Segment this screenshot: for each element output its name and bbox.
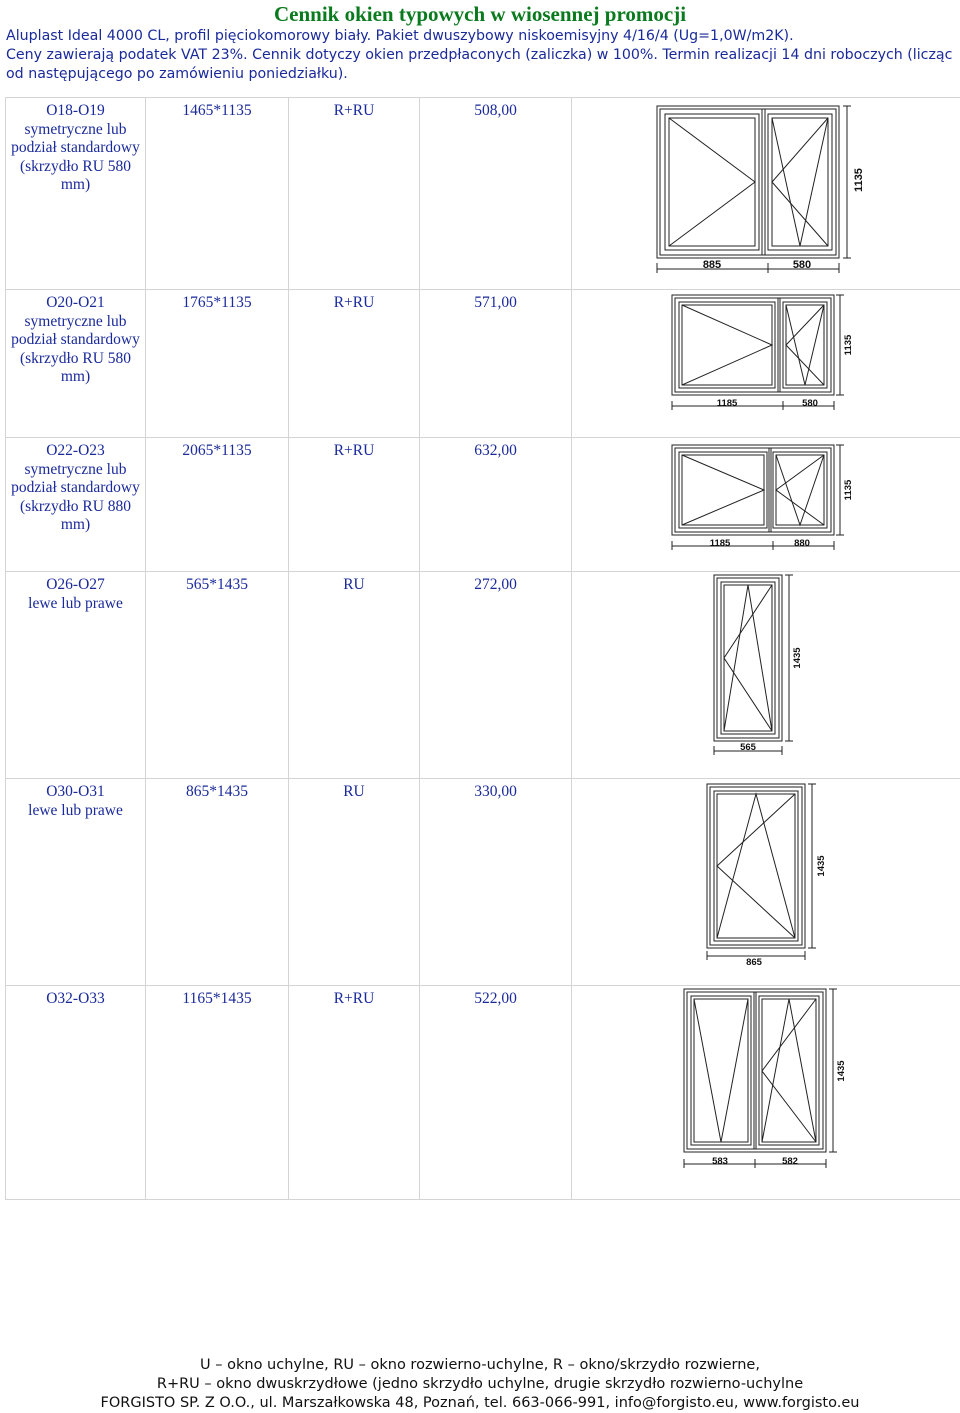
height-label: 1135: [843, 334, 854, 356]
dimensions-cell: 565*1435: [146, 572, 289, 779]
window-drawing-cell: [572, 438, 960, 572]
window-drawing-cell: [572, 572, 960, 779]
intro-text: [6, 27, 956, 84]
dimensions-cell: 1465*1135: [146, 98, 289, 290]
width-label: 583: [712, 1156, 728, 1167]
opening-type-cell: R+RU: [289, 986, 420, 1200]
page-title: Cennik okien typowych w wiosennej promocji: [273, 2, 687, 26]
product-name-cell: O22-O23 symetryczne lub podział standardowy (skrzydło RU 880 mm): [6, 438, 146, 572]
height-label: 1435: [836, 1060, 847, 1082]
width-label: 880: [794, 538, 810, 549]
product-name-cell: O26-O27 lewe lub prawe: [6, 572, 146, 779]
window-drawing: [572, 290, 960, 438]
height-label: 1135: [843, 479, 854, 501]
dimensions-cell: 1765*1135: [146, 290, 289, 438]
dimensions-cell: 2065*1135: [146, 438, 289, 572]
window-drawing: [572, 98, 960, 290]
width-label: 1185: [709, 538, 731, 549]
window-drawing: [572, 779, 960, 986]
intro-line-2: Ceny zawierają podatek VAT 23%. Cennik dotyczy okien przedpłaconych (zaliczka) w 100%. Termin realizacji 14 dni roboczych (licząc: [6, 47, 953, 63]
price-cell: 330,00: [420, 779, 572, 986]
width-label: 582: [782, 1156, 798, 1167]
footer-legend-line-2: R+RU – okno dwuskrzydłowe (jedno skrzydło uchylne, drugie skrzydło rozwierno-uchylne: [156, 1376, 804, 1392]
height-label: 1435: [816, 855, 827, 877]
footer-contact: FORGISTO SP. Z O.O., ul. Marszałkowska 48, Poznań, tel. 663-066-991, info@forgisto.eu, www.forgisto.eu: [100, 1395, 860, 1411]
opening-type-cell: R+RU: [289, 290, 420, 438]
height-label: 1435: [792, 647, 803, 669]
footer-legend-line-1: U – okno uchylne, RU – okno rozwierno-uchylne, R – okno/skrzydło rozwierne,: [200, 1357, 760, 1373]
price-cell: 508,00: [420, 98, 572, 290]
window-drawing-cell: [572, 779, 960, 986]
price-cell: 522,00: [420, 986, 572, 1200]
dimensions-cell: 1165*1435: [146, 986, 289, 1200]
window-drawing: [572, 572, 960, 779]
opening-type-cell: R+RU: [289, 98, 420, 290]
intro-line-1: Aluplast Ideal 4000 CL, profil pięciokomorowy biały. Pakiet dwuszybowy niskoemisyjny 4/16/4 (Ug=1,0W/m2K).: [6, 28, 794, 44]
product-name-cell: O18-O19 symetryczne lub podział standardowy (skrzydło RU 580 mm): [6, 98, 146, 290]
height-label: 1135: [853, 168, 865, 192]
product-name-cell: O20-O21 symetryczne lub podział standardowy (skrzydło RU 580 mm): [6, 290, 146, 438]
table-row: [6, 98, 960, 290]
table-row: [6, 572, 960, 779]
price-cell: 632,00: [420, 438, 572, 572]
product-name-cell: O32-O33: [6, 986, 146, 1200]
table-row: [6, 438, 960, 572]
price-table: [5, 97, 960, 1200]
opening-type-cell: RU: [289, 779, 420, 986]
window-drawing: [572, 438, 960, 572]
width-label: 885: [702, 259, 722, 271]
window-drawing-cell: [572, 290, 960, 438]
price-cell: 571,00: [420, 290, 572, 438]
width-label: 565: [740, 742, 756, 753]
product-name-cell: O30-O31 lewe lub prawe: [6, 779, 146, 986]
opening-type-cell: R+RU: [289, 438, 420, 572]
width-label: 1185: [716, 398, 738, 409]
window-drawing-cell: [572, 986, 960, 1200]
dimensions-cell: 865*1435: [146, 779, 289, 986]
table-row: [6, 290, 960, 438]
width-label: 580: [792, 259, 812, 271]
table-row: [6, 986, 960, 1200]
width-label: 865: [746, 957, 762, 968]
price-cell: 272,00: [420, 572, 572, 779]
table-row: [6, 779, 960, 986]
width-label: 580: [802, 398, 818, 409]
intro-line-3: od następującego po zamówieniu poniedziałku).: [6, 66, 348, 82]
window-drawing: [572, 986, 960, 1200]
opening-type-cell: RU: [289, 572, 420, 779]
window-drawing-cell: [572, 98, 960, 290]
